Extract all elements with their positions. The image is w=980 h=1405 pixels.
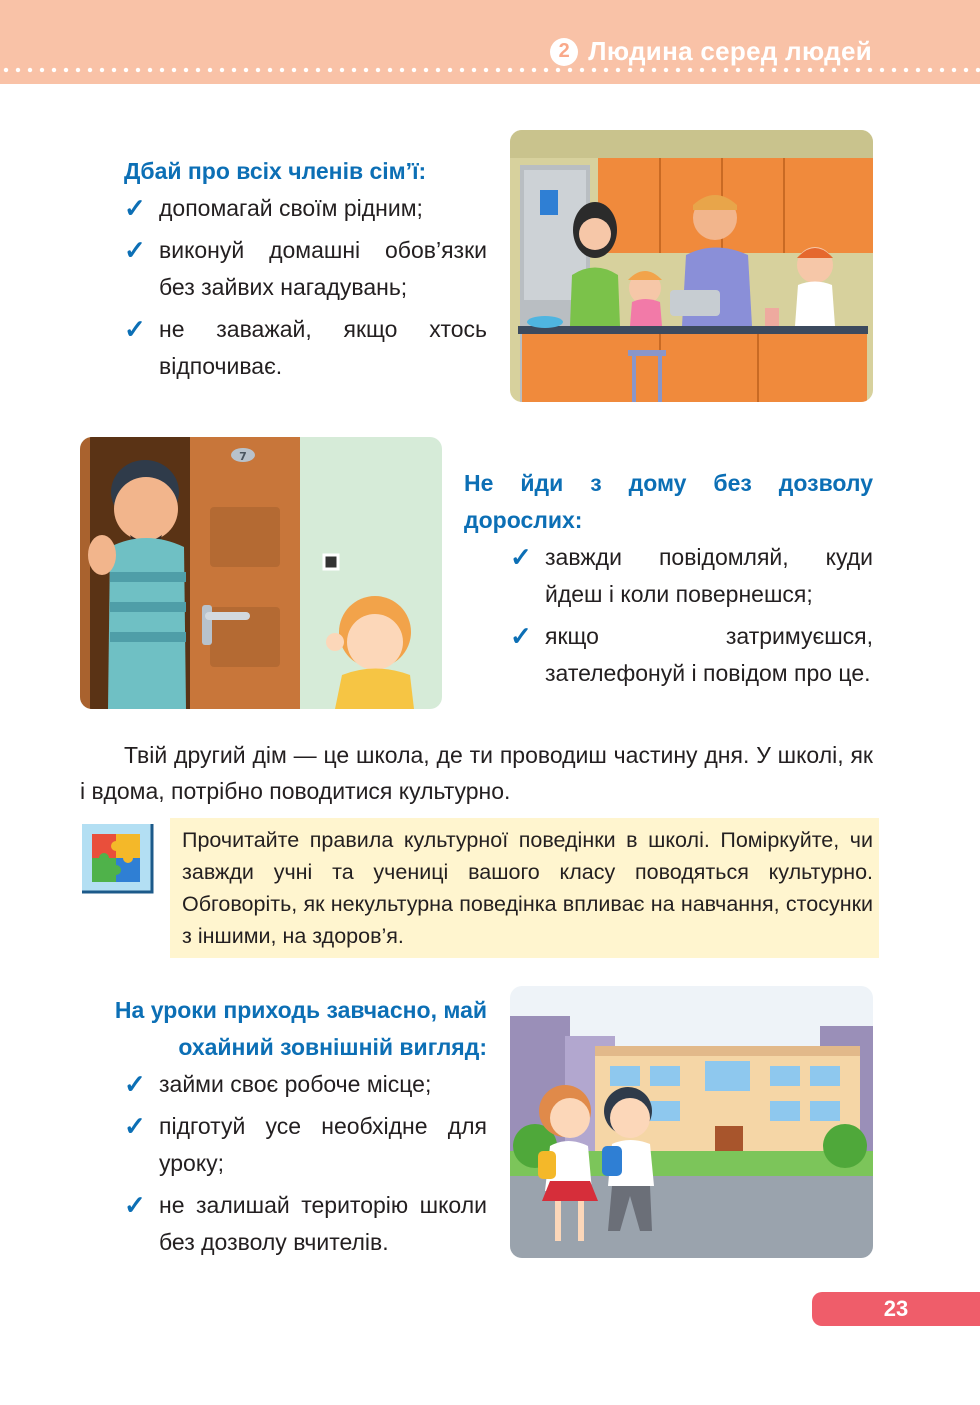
section-leaving-home xyxy=(464,465,873,697)
page-header xyxy=(0,0,980,84)
section-leaving-home-title: Не йди з дому без дозволу дорослих: xyxy=(464,470,873,533)
section-school xyxy=(80,992,487,1266)
check-icon: ✓ xyxy=(124,1111,146,1141)
section-family-title: Дбай про всіх членів сім’ї: xyxy=(124,158,427,184)
list-item: ✓ допомагай своїм рідним; xyxy=(124,193,423,223)
section-leaving-home-list xyxy=(510,539,873,692)
check-icon: ✓ xyxy=(510,621,532,651)
list-item: ✓ не заважай, якщо хтось відпочиває. xyxy=(124,314,487,379)
page-number: 23 xyxy=(812,1292,980,1326)
check-icon: ✓ xyxy=(124,193,146,223)
list-item: ✓ завжди повідомляй, куди йдеш і коли повернешся; xyxy=(510,542,873,607)
door-number: 7 xyxy=(239,450,247,463)
chapter-title: Людина серед людей xyxy=(588,36,872,66)
list-item: ✓ займи своє робоче місце; xyxy=(124,1069,432,1099)
list-item: ✓ підготуй усе необхідне для уроку; xyxy=(124,1111,487,1176)
list-item: ✓ не залишай територію школи без дозволу вчителів. xyxy=(124,1190,487,1255)
children-going-to-school-illustration xyxy=(510,986,873,1258)
check-icon: ✓ xyxy=(124,1190,146,1220)
check-icon: ✓ xyxy=(510,542,532,572)
list-item: ✓ виконуй домашні обов’язки без зайвих нагадувань; xyxy=(124,235,487,300)
leaving-home-illustration xyxy=(80,437,442,709)
puzzle-icon xyxy=(80,822,154,899)
check-icon: ✓ xyxy=(124,1069,146,1099)
list-item: ✓ якщо затримуєшся, зателефонуй і повідом про це. xyxy=(510,621,873,686)
section-family xyxy=(124,153,487,390)
task-box: Прочитайте правила культурної поведінки в школі. Поміркуйте, чи завжди учні та учениці вашого класу поводяться культурно. Обговоріть, як некультурна поведінка впливає на навчання, стосунки з іншими, на здоров’я. xyxy=(170,818,879,958)
section-school-list xyxy=(124,1066,487,1261)
check-icon: ✓ xyxy=(124,314,146,344)
header-dots xyxy=(0,66,980,74)
school-paragraph: Твій другий дім — це школа, де ти проводиш частину дня. У школі, як і вдома, потрібно поводитися культурно. xyxy=(80,742,873,804)
chapter-number: 2 xyxy=(550,38,578,66)
family-kitchen-illustration xyxy=(510,130,873,402)
check-icon: ✓ xyxy=(124,235,146,265)
section-family-list xyxy=(124,190,487,385)
chapter-heading xyxy=(550,36,872,67)
section-school-title: На уроки приходь завчасно, май охайний зовнішній вигляд: xyxy=(114,997,487,1060)
